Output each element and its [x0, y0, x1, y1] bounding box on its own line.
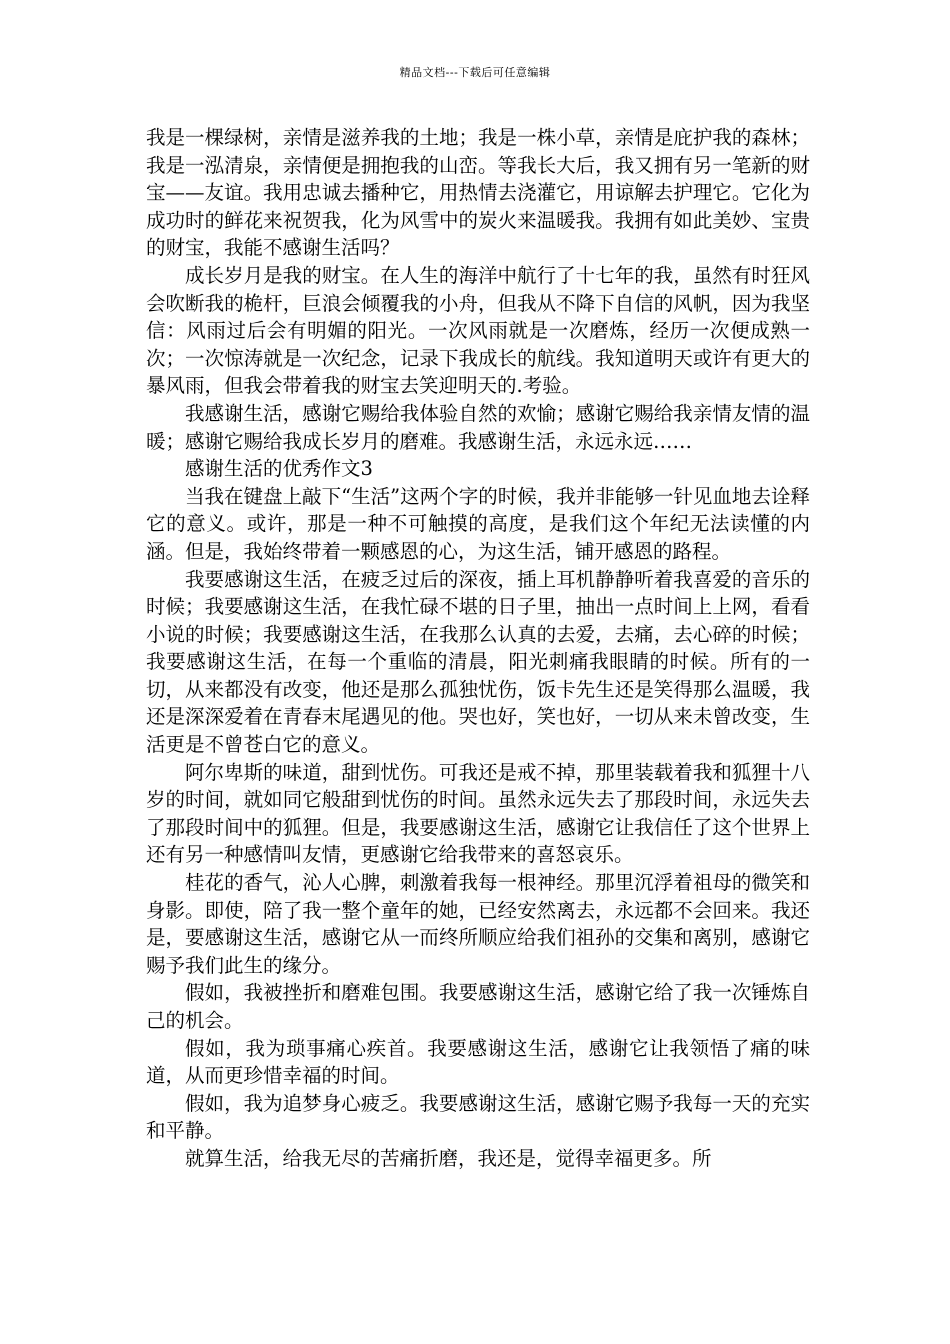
- page-header: 精品文档---下载后可任意编辑: [399, 66, 551, 79]
- paragraph: 桂花的香气，沁人心脾，刺激着我每一根神经。那里沉浮着祖母的微笑和身影。即使，陪了我一整个童年的她，已经安然离去，永远都不会回来。我还是，要感谢这生活，感谢它从一而终所顺应给我们祖孙的交集和离别，感谢它赐予我们此生的缘分。: [146, 871, 810, 977]
- paragraph: 阿尔卑斯的味道，甜到忧伤。可我还是戒不掉，那里装载着我和狐狸十八岁的时间，就如同它般甜到忧伤的时间。虽然永远失去了那段时间，永远失去了那段时间中的狐狸。但是，我要感谢这生活，感谢它让我信任了这个世界上还有另一种感情叫友情，更感谢它给我带来的喜怒哀乐。: [146, 760, 810, 867]
- section-title: 感谢生活的优秀作文3: [185, 457, 373, 481]
- paragraph: 假如，我被挫折和磨难包围。我要感谢这生活，感谢它给了我一次锤炼自己的机会。: [146, 981, 810, 1032]
- paragraph: 我感谢生活，感谢它赐给我体验自然的欢愉；感谢它赐给我亲情友情的温暖；感谢它赐给我成长岁月的磨难。我感谢生活，永远永远……: [146, 401, 810, 453]
- paragraph: 当我在键盘上敲下“生活”这两个字的时候，我并非能够一针见血地去诠释它的意义。或许，那是一种不可触摸的高度，是我们这个年纪无法读懂的内涵。但是，我始终带着一颗感恩的心，为这生活，铺开感恩的路程。: [146, 484, 810, 563]
- paragraph: 假如，我为琐事痛心疾首。我要感谢这生活，感谢它让我领悟了痛的味道，从而更珍惜幸福的时间。: [146, 1036, 810, 1088]
- paragraph: 就算生活，给我无尽的苦痛折磨，我还是，觉得幸福更多。所: [185, 1146, 712, 1170]
- document-body: [146, 124, 810, 1173]
- paragraph: 我是一棵绿树，亲情是滋养我的土地；我是一株小草，亲情是庇护我的森林；我是一泓清泉，亲情便是拥抱我的山峦。等我长大后，我又拥有另一笔新的财宝——友谊。我用忠诚去播种它，用热情去浇灌它，用谅解去护理它。它化为成功时的鲜花来祝贺我，化为风雪中的炭火来温暖我。我拥有如此美妙、宝贵的财宝，我能不感谢生活吗？: [146, 126, 810, 260]
- paragraph: 假如，我为追梦身心疲乏。我要感谢这生活，感谢它赐予我每一天的充实和平静。: [146, 1091, 810, 1143]
- paragraph: 我要感谢这生活，在疲乏过后的深夜，插上耳机静静听着我喜爱的音乐的时候；我要感谢这生活，在我忙碌不堪的日子里，抽出一点时间上上网，看看小说的时候；我要感谢这生活，在我那么认真的去爱，去痛，去心碎的时候；我要感谢这生活，在每一个重临的清晨，阳光刺痛我眼睛的时候。所有的一切，从来都没有改变，他还是那么孤独忧伤，饭卡先生还是笑得那么温暖，我还是深深爱着在青春末尾遇见的他。哭也好，笑也好，一切从来未曾改变，生活更是不曾苍白它的意义。: [146, 567, 810, 757]
- paragraph: 成长岁月是我的财宝。在人生的海洋中航行了十七年的我，虽然有时狂风会吹断我的桅杆，巨浪会倾覆我的小舟，但我从不降下自信的风帆，因为我坚信：风雨过后会有明媚的阳光。一次风雨就是一次磨炼，经历一次便成熟一次；一次惊涛就是一次纪念，记录下我成长的航线。我知道明天或许有更大的暴风雨，但我会带着我的财宝去笑迎明天的.考验。: [146, 263, 810, 398]
